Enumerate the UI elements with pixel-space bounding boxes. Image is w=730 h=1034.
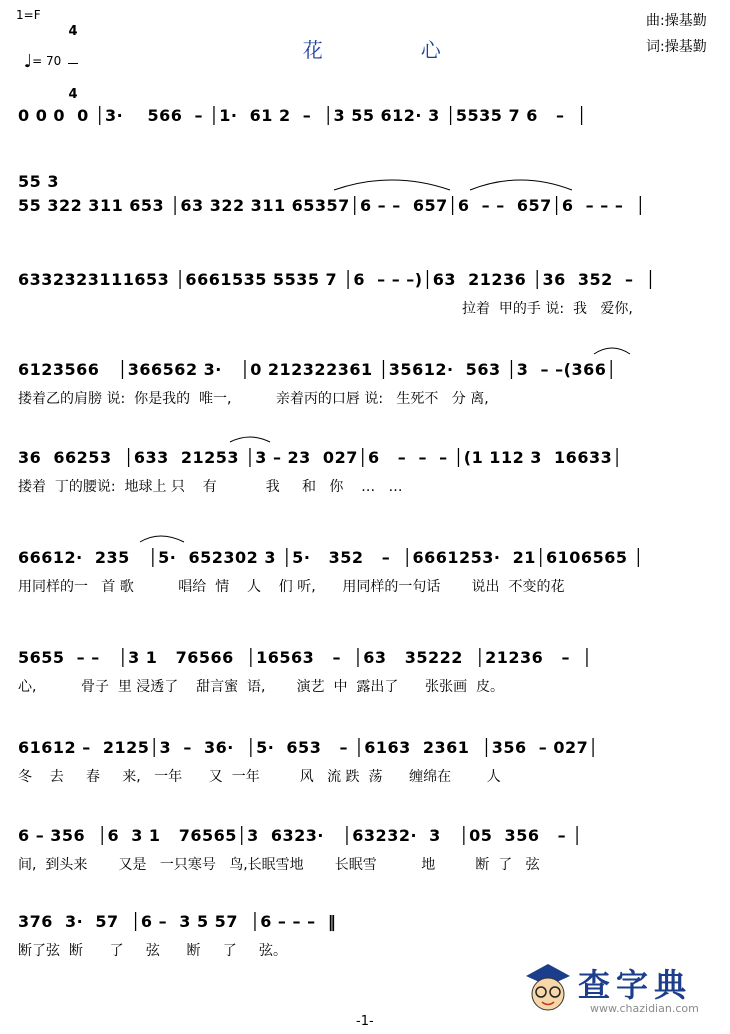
quarter-note-icon: ♩	[23, 50, 33, 72]
score-line-3: 6332323111653 │6661535 5535 7 │6 – – –)│63 21236 │36 352 – │	[18, 270, 656, 289]
lyric-line-7: 心, 骨子 里 浸透了 甜言蜜 语, 演艺 中 露出了 张张画 皮。	[18, 679, 505, 695]
title-char-1: 花	[302, 38, 323, 62]
composer-credit: 曲:操基勤	[646, 13, 707, 29]
score-line-6: 66612· 235 │5· 652302 3 │5· 352 – │6661253· 21│6106565 │	[18, 548, 644, 567]
logo-url: www.chazidian.com	[590, 1002, 699, 1015]
score-line-5: 36 66253 │633 21253 │3 – 23 027│6 – – – │(1 112 3 16633│	[18, 448, 623, 467]
lyric-line-5: 搂着 丁的腰说: 地球上 只 有 我 和 你 … …	[18, 479, 403, 495]
page-number: -1-	[356, 1014, 374, 1029]
time-signature-top: 4	[68, 24, 78, 39]
score-line-8: 61612 – 2125│3 – 36· │5· 653 – │6163 2361 │356 – 027│	[18, 738, 599, 757]
lyric-line-6: 用同样的一 首 歌 唱给 情 人 们 听, 用同样的一句话 说出 不变的花	[18, 579, 565, 595]
score-line-2: 55 322 311 653 │63 322 311 65357│6 – – 657│6 – – 657│6 – – – │	[18, 196, 646, 215]
mascot-icon	[522, 960, 574, 1016]
logo-text: 查字典	[578, 966, 693, 1004]
lyric-line-8: 冬 去 春 来, 一年 又 一年 风 流 跌 荡 缠绵在 人	[18, 769, 501, 785]
lyric-line-10: 断了弦 断 了 弦 断 了 弦。	[18, 943, 288, 959]
score-line-7: 5655 – – │3 1 76566 │16563 – │63 35222 │21236 – │	[18, 648, 593, 667]
tempo-value: = 70	[32, 54, 62, 68]
lyric-line-9: 间, 到头来 又是 一只寒号 鸟,长眠雪地 长眠雪 地 断 了 弦	[18, 857, 540, 873]
site-logo	[520, 958, 720, 1020]
score-line-9: 6 – 356 │6 3 1 76565│3 6323· │63232· 3 │05 356 – │	[18, 826, 583, 845]
lyric-line-3: 拉着 甲的手 说: 我 爱你,	[462, 301, 633, 317]
key-signature: 1=F	[16, 8, 41, 22]
score-line-4: 6123566 │366562 3· │0 212322361 │35612· 563 │3 – –(366│	[18, 360, 617, 379]
lyricist-credit: 词:操基勤	[646, 39, 707, 55]
lyric-line-4: 搂着乙的肩膀 说: 你是我的 唯一, 亲着丙的口唇 说: 生死不 分 离,	[18, 391, 489, 407]
score-line-1: 0 0 0 0 │3· 566 – │1· 61 2 – │3 55 612· 3 │5535 7 6 – │	[18, 106, 587, 125]
time-signature-bottom: 4	[68, 87, 78, 102]
title-char-2: 心	[420, 38, 441, 62]
score-line-10: 376 3· 57 │6 – 3 5 57 │6 – – – ‖	[18, 912, 337, 931]
score-line-2-top: 55 3	[18, 172, 59, 191]
